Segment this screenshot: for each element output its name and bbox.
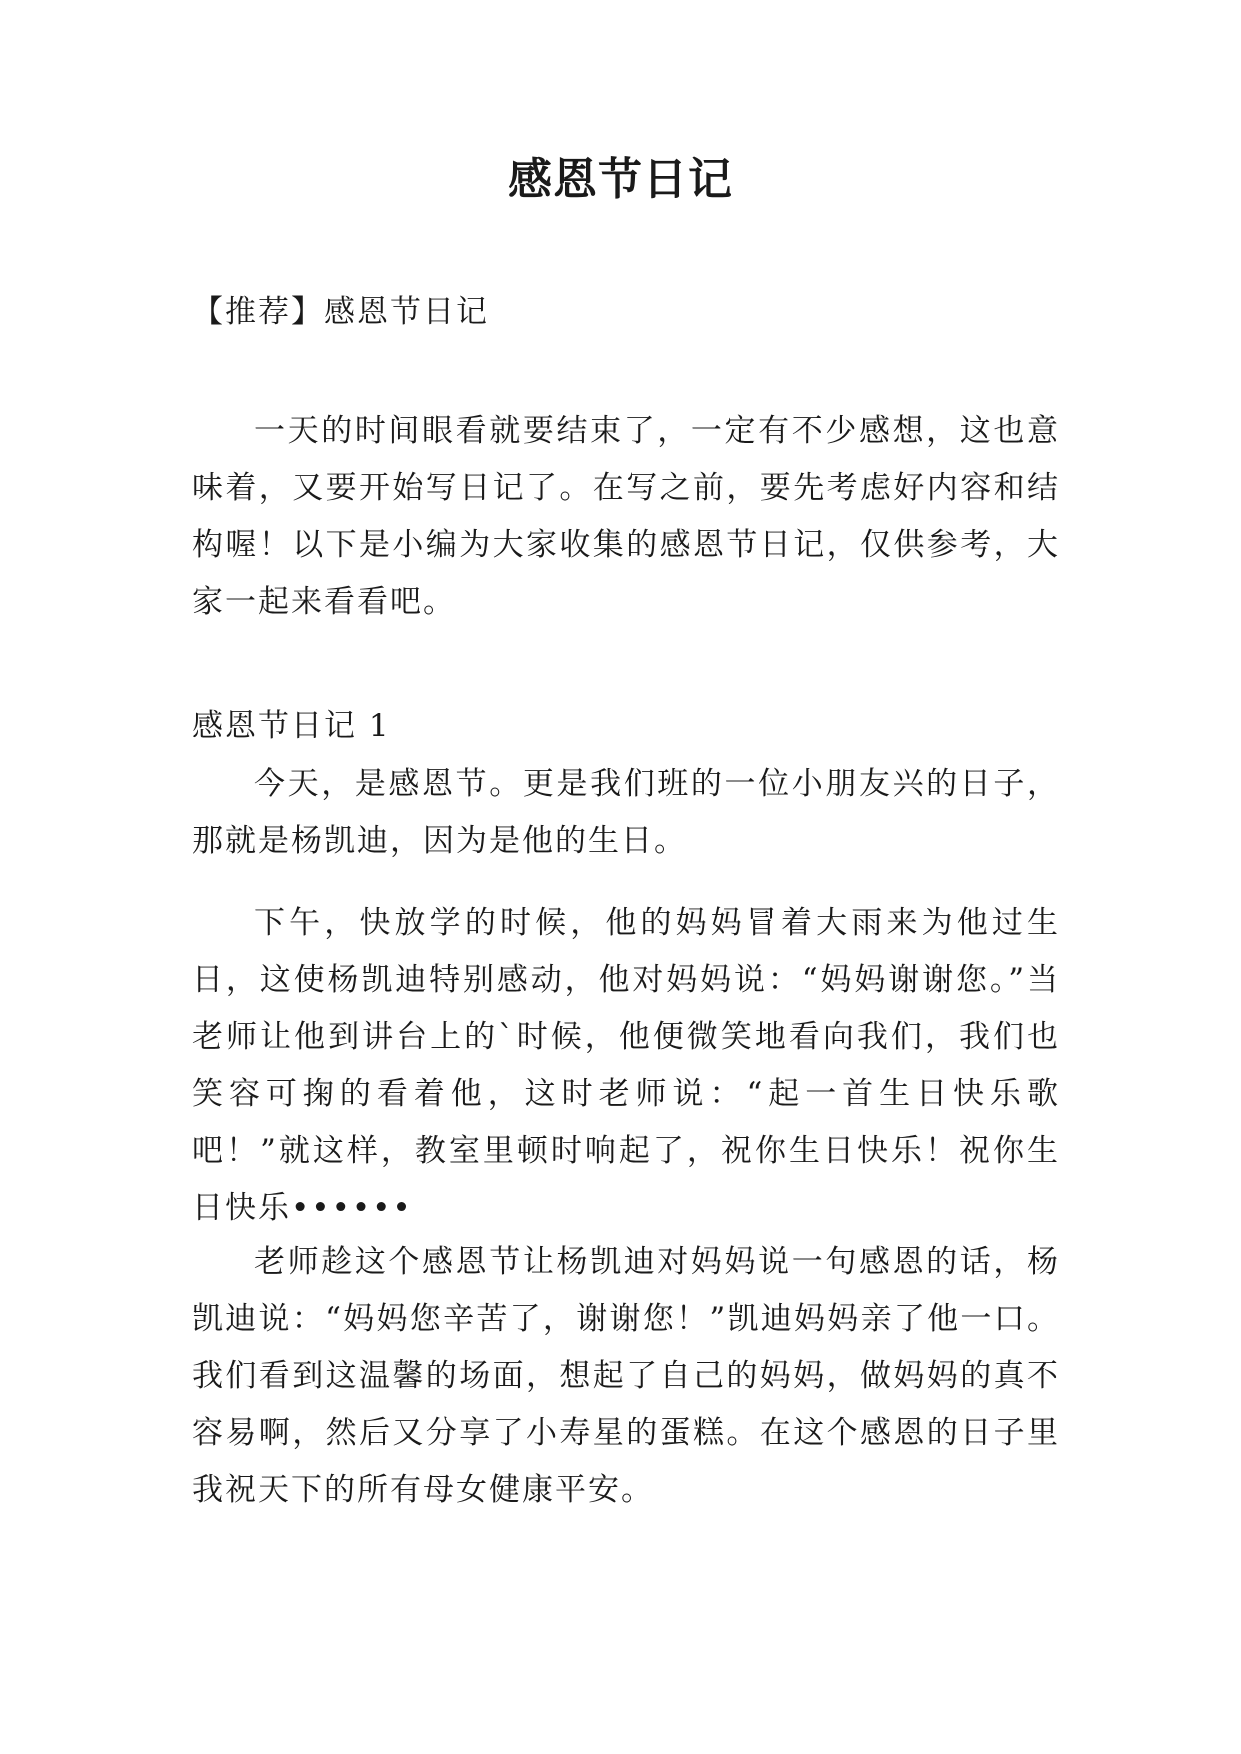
body-paragraph-3: 老师趁这个感恩节让杨凯迪对妈妈说一句感恩的话，杨凯迪说：“妈妈您辛苦了，谢谢您！”凯迪妈妈亲了他一口。我们看到这温馨的场面，想起了自己的妈妈，做妈妈的真不容易啊，然后又分享了小寿星的蛋糕。在这个感恩的日子里我祝天下的所有母女健康平安。 xyxy=(192,1244,1060,1508)
section-heading: 感恩节日记 1 xyxy=(192,708,391,744)
recommend-line: 【推荐】感恩节日记 xyxy=(192,294,489,330)
document-title: 感恩节日记 xyxy=(508,154,733,205)
intro-paragraph: 一天的时间眼看就要结束了，一定有不少感想，这也意味着，又要开始写日记了。在写之前，要先考虑好内容和结构喔！以下是小编为大家收集的感恩节日记，仅供参考，大家一起来看看吧。 xyxy=(192,413,1060,620)
body-paragraph-1: 今天，是感恩节。更是我们班的一位小朋友兴的日子，那就是杨凯迪，因为是他的生日。 xyxy=(192,766,1060,859)
body-paragraph-2: 下午，快放学的时候，他的妈妈冒着大雨来为他过生日，这使杨凯迪特别感动，他对妈妈说：“妈妈谢谢您。”当老师让他到讲台上的`时候，他便微笑地看向我们，我们也笑容可掬的看着他，这时老师说：“起一首生日快乐歌吧！”就这样，教室里顿时响起了，祝你生日快乐！祝你生日快乐•••••• xyxy=(192,905,1060,1226)
